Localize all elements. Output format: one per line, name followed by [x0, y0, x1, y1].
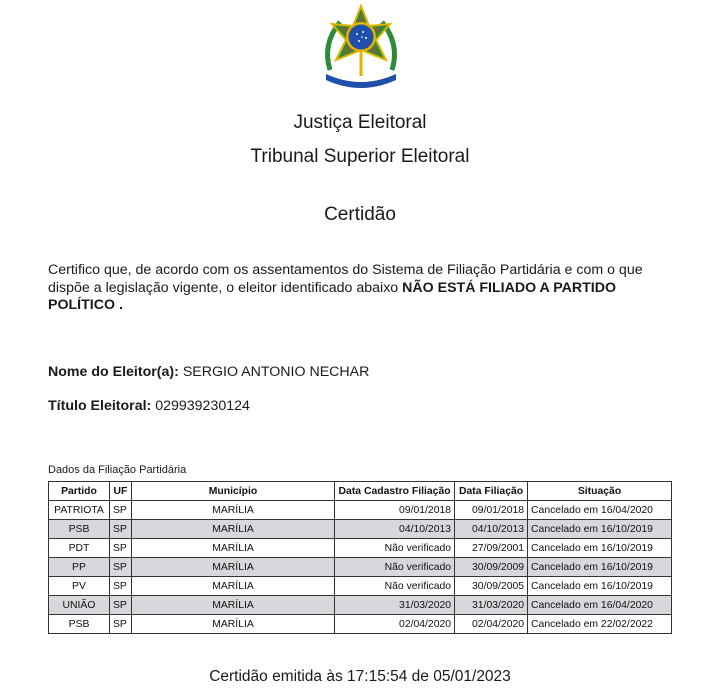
registration-date-cell: 09/01/2018 — [335, 501, 455, 520]
status-cell: Cancelado em 16/04/2020 — [528, 596, 672, 615]
elector-title-row — [48, 398, 250, 414]
party-cell: PATRIOTA — [49, 501, 110, 520]
affiliation-table — [48, 481, 672, 634]
registration-date-cell: 04/10/2013 — [335, 520, 455, 539]
table-row — [49, 501, 672, 520]
status-cell: Cancelado em 16/04/2020 — [528, 501, 672, 520]
elector-name-value: SERGIO ANTONIO NECHAR — [182, 364, 370, 380]
column-header: UF — [109, 482, 131, 501]
affiliation-date-cell: 30/09/2005 — [455, 577, 528, 596]
municipality-cell: MARÍLIA — [131, 501, 334, 520]
registration-date-cell: Não verificado — [335, 558, 455, 577]
uf-cell: SP — [109, 501, 131, 520]
column-header: Situação — [528, 482, 672, 501]
brazil-coat-of-arms-icon — [316, 4, 406, 88]
table-header-row — [49, 482, 672, 501]
municipality-cell: MARÍLIA — [131, 520, 334, 539]
party-cell: PDT — [49, 539, 110, 558]
municipality-cell: MARÍLIA — [131, 539, 334, 558]
municipality-cell: MARÍLIA — [131, 558, 334, 577]
table-row — [49, 520, 672, 539]
status-cell: Cancelado em 16/10/2019 — [528, 577, 672, 596]
table-row — [49, 539, 672, 558]
party-cell: PV — [49, 577, 110, 596]
certification-text-part1: Certifico que, de acordo com os assentamentos do Sistema de Filiação Partidária e com o que dispõe a legislação vigente, o eleitor identificado abaixo — [48, 262, 643, 296]
status-cell: Cancelado em 16/10/2019 — [528, 539, 672, 558]
elector-name-row — [48, 364, 369, 380]
municipality-cell: MARÍLIA — [131, 577, 334, 596]
affiliation-date-cell: 09/01/2018 — [455, 501, 528, 520]
party-cell: PSB — [49, 520, 110, 539]
table-caption: Dados da Filiação Partidária — [48, 464, 187, 476]
party-cell: PSB — [49, 615, 110, 634]
table-row — [49, 558, 672, 577]
status-cell: Cancelado em 22/02/2022 — [528, 615, 672, 634]
organization-name: Justiça Eleitoral — [293, 112, 427, 133]
uf-cell: SP — [109, 596, 131, 615]
registration-date-cell: 31/03/2020 — [335, 596, 455, 615]
document-title: Certidão — [324, 204, 396, 225]
column-header: Partido — [49, 482, 110, 501]
registration-date-cell: 02/04/2020 — [335, 615, 455, 634]
elector-title-value: 029939230124 — [155, 398, 250, 414]
uf-cell: SP — [109, 539, 131, 558]
uf-cell: SP — [109, 577, 131, 596]
elector-title-label: Título Eleitoral: — [48, 398, 152, 414]
uf-cell: SP — [109, 558, 131, 577]
affiliation-date-cell: 31/03/2020 — [455, 596, 528, 615]
affiliation-date-cell: 02/04/2020 — [455, 615, 528, 634]
certification-text — [48, 262, 678, 315]
table-row — [49, 577, 672, 596]
affiliation-date-cell: 30/09/2009 — [455, 558, 528, 577]
certification-text-end: . — [115, 297, 123, 313]
affiliation-date-cell: 27/09/2001 — [455, 539, 528, 558]
certification-status: NÃO ESTÁ FILIADO A PARTIDO POLÍTICO — [48, 279, 616, 313]
table-row — [49, 615, 672, 634]
uf-cell: SP — [109, 615, 131, 634]
party-cell: PP — [49, 558, 110, 577]
affiliation-date-cell: 04/10/2013 — [455, 520, 528, 539]
column-header: Município — [131, 482, 334, 501]
registration-date-cell: Não verificado — [335, 577, 455, 596]
municipality-cell: MARÍLIA — [131, 596, 334, 615]
column-header: Data Filiação — [455, 482, 528, 501]
court-name: Tribunal Superior Eleitoral — [250, 146, 470, 167]
uf-cell: SP — [109, 520, 131, 539]
status-cell: Cancelado em 16/10/2019 — [528, 520, 672, 539]
party-cell: UNIÃO — [49, 596, 110, 615]
column-header: Data Cadastro Filiação — [335, 482, 455, 501]
status-cell: Cancelado em 16/10/2019 — [528, 558, 672, 577]
elector-name-label: Nome do Eleitor(a): — [48, 364, 179, 380]
registration-date-cell: Não verificado — [335, 539, 455, 558]
issue-timestamp: Certidão emitida às 17:15:54 de 05/01/2023 — [209, 668, 511, 685]
municipality-cell: MARÍLIA — [131, 615, 334, 634]
table-row — [49, 596, 672, 615]
